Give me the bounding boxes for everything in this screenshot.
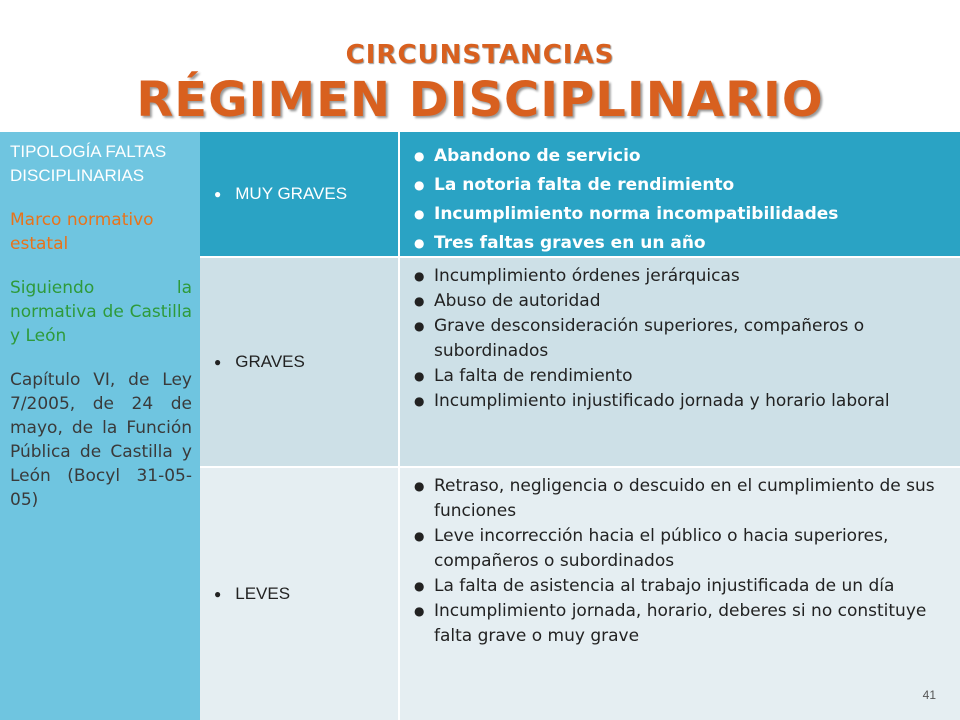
bullet-icon: ●	[414, 394, 425, 408]
bullet-icon: ●	[414, 529, 425, 543]
list-item: ● Abandono de servicio	[414, 142, 950, 171]
description-cell	[400, 468, 960, 720]
list-item: ● La falta de rendimiento	[414, 364, 950, 389]
list-item: ● Incumplimiento órdenes jerárquicas	[414, 264, 950, 289]
bullet-icon: ●	[414, 207, 425, 221]
list-item: ● Retraso, negligencia o descuido en el cumplimiento de sus funciones	[414, 476, 935, 521]
slide-subtitle: CIRCUNSTANCIAS	[345, 40, 615, 70]
category-cell	[200, 258, 398, 466]
list-item: ● Incumplimiento jornada, horario, deberes si no constituye falta grave o muy grave	[414, 601, 927, 646]
bullet-icon: ●	[414, 236, 425, 250]
bullet-icon: ●	[414, 369, 425, 383]
list-item: ● Abuso de autoridad	[414, 289, 950, 314]
bullet-icon: ●	[414, 178, 425, 192]
bullet-icon: ●	[414, 579, 425, 593]
capitulo-ley-label: Capítulo VI, de Ley 7/2005, de 24 de mayo, de la Función Pública de Castilla y León (Bocyl 31-05-05)	[10, 370, 192, 510]
list-item: ● Leve incorrección hacia el público o hacia superiores, compañeros o subordinados	[414, 526, 889, 571]
description-cell	[400, 258, 960, 466]
description-cell	[400, 132, 960, 256]
bullet-icon: ●	[414, 149, 425, 163]
left-info-panel	[0, 132, 200, 720]
category-cell	[200, 468, 398, 720]
category-label: GRAVES	[235, 352, 305, 371]
table-row-muy-graves	[200, 132, 960, 256]
list-item: ● Incumplimiento norma incompatibilidades	[414, 200, 950, 229]
table-row-leves	[200, 468, 960, 720]
bullet-icon: ●	[414, 269, 425, 283]
bullet-icon: ●	[214, 187, 222, 201]
list-item: ● La falta de asistencia al trabajo injustificada de un día	[414, 574, 950, 599]
bullet-icon: ●	[214, 355, 222, 369]
bullet-icon: ●	[414, 294, 425, 308]
category-label: LEVES	[235, 584, 291, 603]
slide-title: RÉGIMEN DISCIPLINARIO	[136, 72, 824, 128]
marco-normativo-label: Marco normativo estatal	[10, 210, 154, 254]
tipologia-label: TIPOLOGÍA FALTAS DISCIPLINARIAS	[10, 142, 167, 185]
bullet-icon: ●	[214, 587, 222, 601]
category-cell	[200, 132, 398, 256]
bullet-icon: ●	[414, 479, 425, 493]
list-item: ● Tres faltas graves en un año	[414, 229, 950, 258]
page-number: 41	[922, 688, 936, 702]
category-label: MUY GRAVES	[235, 184, 348, 203]
bullet-icon: ●	[414, 604, 425, 618]
list-item: ● Grave desconsideración superiores, compañeros o subordinados	[414, 316, 865, 361]
table-row-graves	[200, 258, 960, 466]
list-item: ● Incumplimiento injustificado jornada y horario laboral	[414, 389, 950, 414]
siguiendo-normativa-label: Siguiendo la normativa de Castilla y León	[10, 278, 192, 346]
bullet-icon: ●	[414, 319, 425, 333]
list-item: ● La notoria falta de rendimiento	[414, 171, 950, 200]
